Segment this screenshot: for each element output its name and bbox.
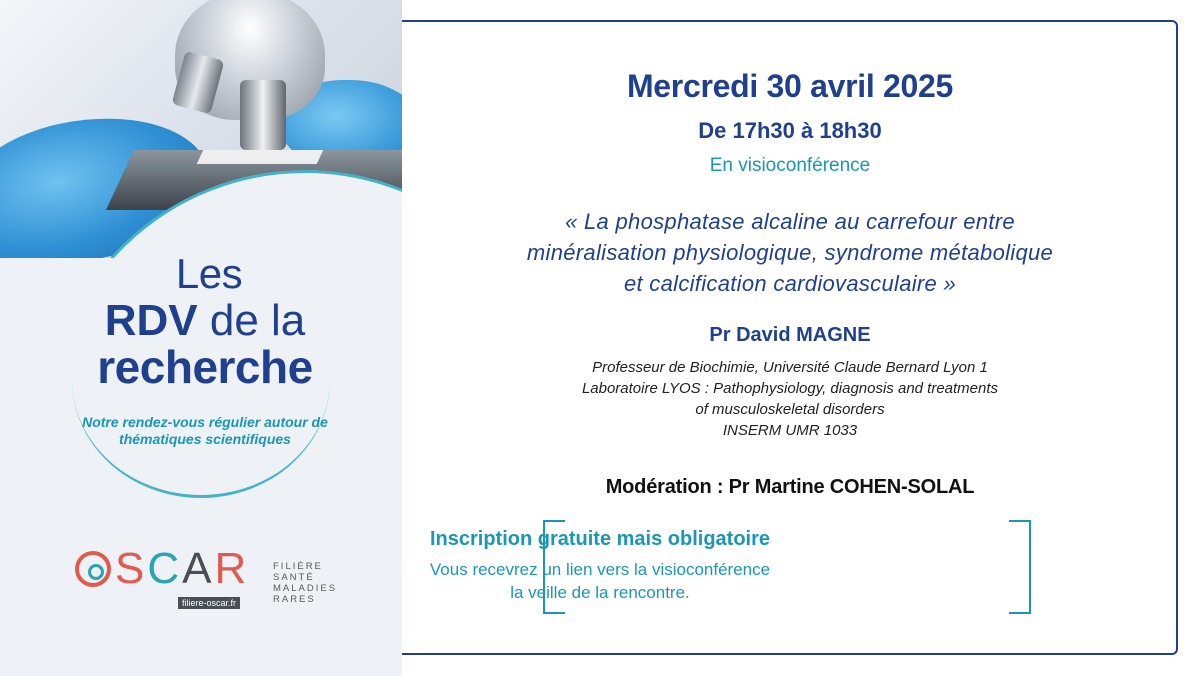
- logo-letter-r: R: [214, 544, 250, 593]
- title-recherche: recherche: [97, 341, 313, 393]
- speaker-affiliation: [402, 357, 1178, 441]
- affiliation-line: of musculoskeletal disorders: [695, 401, 885, 418]
- tagline: Notre rendez-vous régulier autour de thématiques scientifiques: [82, 414, 328, 447]
- event-date: Mercredi 30 avril 2025: [626, 68, 954, 104]
- title-les: Les: [175, 250, 243, 297]
- registration-text: [0, 558, 1200, 604]
- logo-letter-c: C: [147, 544, 183, 593]
- affiliation-line: INSERM UMR 1033: [722, 422, 858, 439]
- logo-letter-s: S: [115, 544, 148, 593]
- talk-title-line: et calcification cardiovasculaire »: [623, 271, 957, 296]
- filiere-line: RARES: [273, 594, 316, 605]
- event-mode: En visioconférence: [709, 155, 871, 176]
- filiere-line: MALADIES: [273, 583, 338, 594]
- microscope-photo: [0, 0, 402, 258]
- talk-title-line: « La phosphatase alcaline au carrefour entre: [565, 209, 1015, 234]
- moderation: Modération : Pr Martine COHEN-SOLAL: [605, 476, 975, 498]
- logo-letter-a: A: [182, 544, 215, 593]
- registration-title: Inscription gratuite mais obligatoire: [429, 528, 771, 550]
- filiere-line: SANTÉ: [273, 572, 315, 583]
- affiliation-line: Professeur de Biochimie, Université Claude Bernard Lyon 1: [592, 359, 988, 376]
- title-de-la: de la: [197, 296, 306, 345]
- title-rdv-bold: RDV: [104, 296, 198, 345]
- speaker-name: Pr David MAGNE: [709, 324, 871, 346]
- registration-line: Vous recevrez un lien vers la visioconférence: [429, 560, 771, 579]
- logo-url: filiere-oscar.fr: [178, 597, 240, 609]
- title-rdv: [4, 296, 406, 346]
- registration-line: la veille de la rencontre.: [510, 583, 690, 602]
- event-time: De 17h30 à 18h30: [698, 118, 882, 143]
- filiere-line: FILIÈRE: [273, 561, 323, 572]
- affiliation-line: Laboratoire LYOS : Pathophysiology, diagnosis and treatments: [581, 380, 999, 397]
- talk-title: [402, 206, 1178, 299]
- talk-title-line: minéralisation physiologique, syndrome métabolique: [526, 240, 1054, 265]
